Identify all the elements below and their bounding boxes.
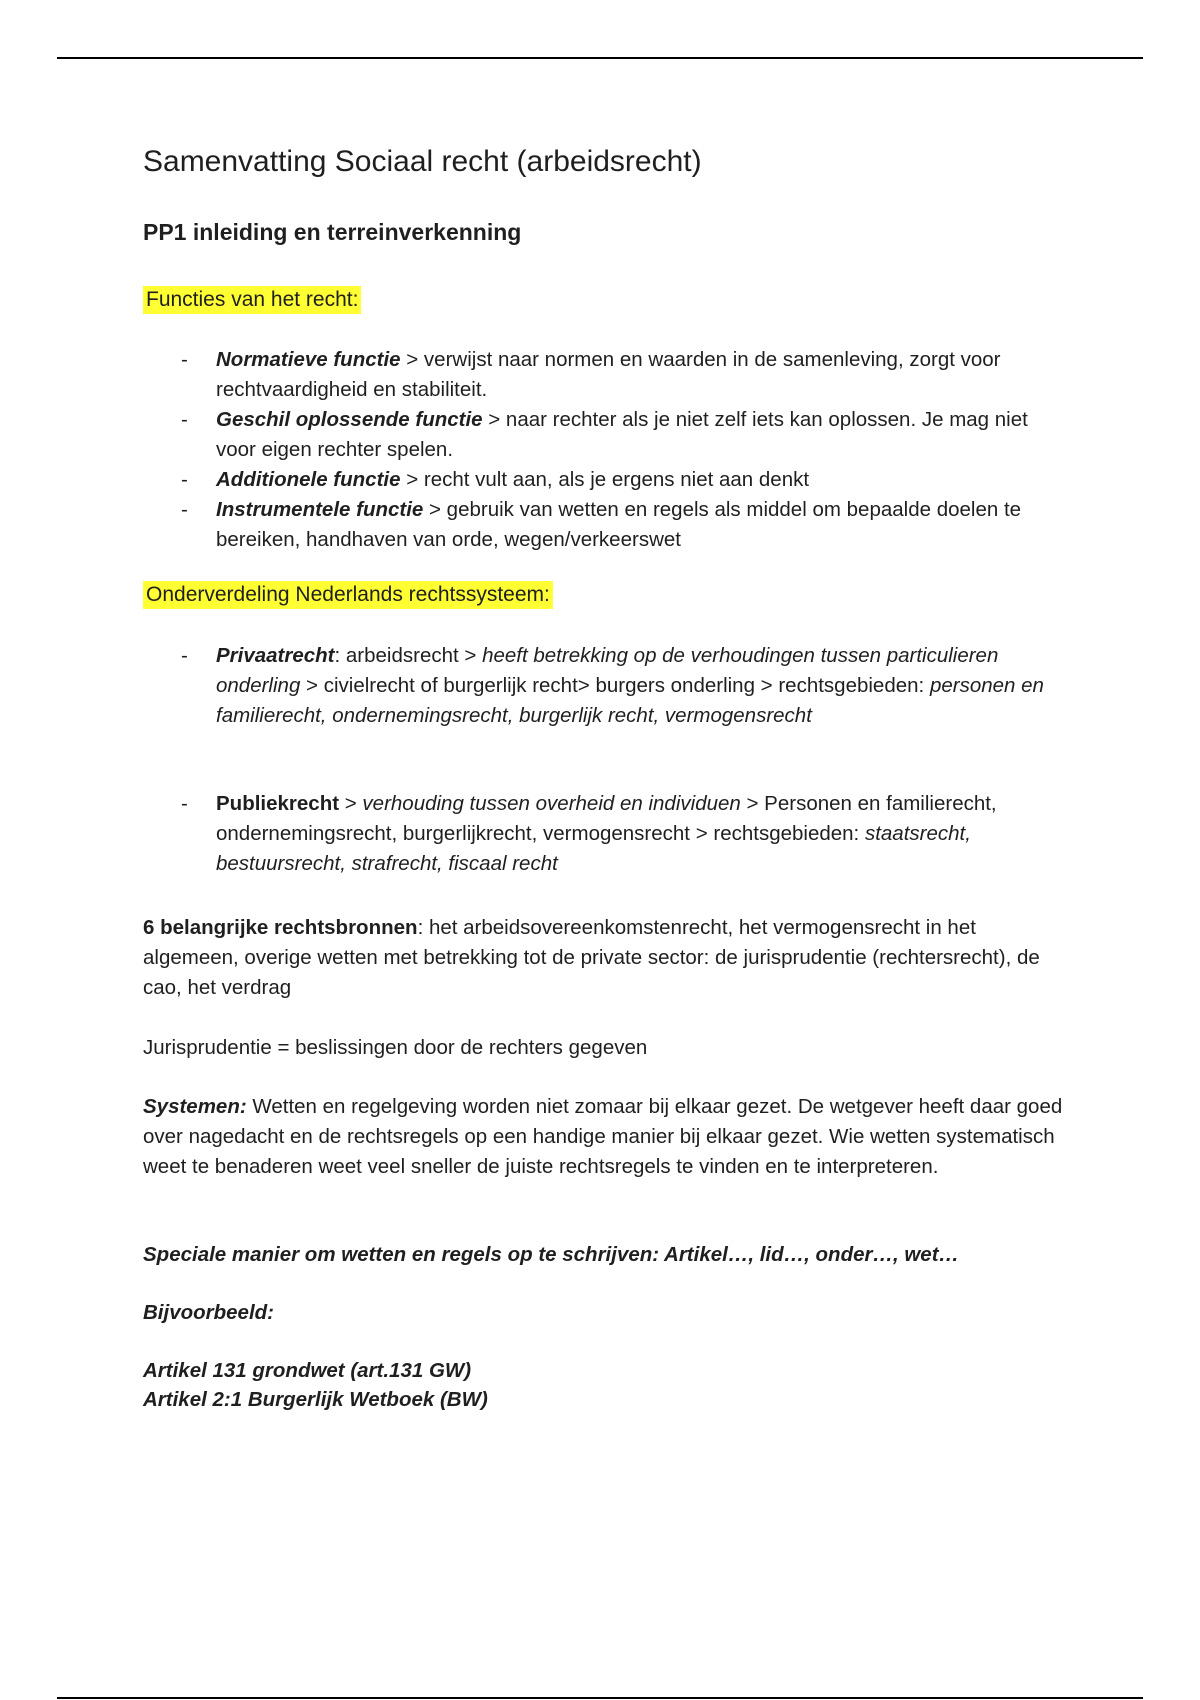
- list-item-italic: personen en familierecht, ondernemingsrecht, burgerlijk recht, vermogensrecht: [216, 674, 1044, 727]
- list-item-text: > naar rechter als je niet zelf iets kan oplossen. Je mag niet voor eigen rechter spelen.: [216, 408, 1028, 461]
- footer-rule: [57, 1697, 1143, 1699]
- paragraph-term: Systemen:: [143, 1095, 247, 1118]
- artikel-example-1: [143, 1356, 1073, 1386]
- highlight-functies: Functies van het recht:: [143, 286, 361, 314]
- speciale-manier-paragraph: [143, 1240, 1073, 1270]
- list-item-term: Privaatrecht: [216, 644, 335, 667]
- jurisprudentie-paragraph: Jurisprudentie = beslissingen door de rechters gegeven: [143, 1036, 648, 1059]
- list-item-italic: heeft betrekking op de verhoudingen tussen particulieren onderling: [216, 644, 999, 697]
- list-item-italic: staatsrecht, bestuursrecht, strafrecht, fiscaal recht: [216, 822, 971, 875]
- rechtsbronnen-paragraph: [143, 913, 1073, 1003]
- section-heading: PP1 inleiding en terreinverkenning: [143, 219, 522, 245]
- list-item-term: Publiekrecht: [216, 792, 340, 815]
- list-item-term: Geschil oplossende functie: [216, 408, 483, 431]
- list-item: [143, 345, 1073, 405]
- list-item-publiekrecht: [143, 789, 1073, 879]
- bijvoorbeeld-label: [143, 1298, 1073, 1328]
- paragraph-text: Wetten en regelgeving worden niet zomaar bij elkaar gezet. De wetgever heeft daar goed over nagedacht en de rechtsregels op een handige manier bij elkaar gezet. Wie wetten systematisch weet te benaderen weet veel sneller de juiste rechtsregels te vinden en te interpreteren.: [143, 1095, 1063, 1178]
- paragraph-text: Artikel 131 grondwet (art.131 GW): [143, 1359, 472, 1382]
- list-item: [143, 495, 1073, 555]
- functies-list: [143, 345, 1073, 555]
- list-item-text: > civielrecht of burgerlijk recht> burgers onderling > rechtsgebieden:: [300, 674, 930, 697]
- paragraph-text: Speciale manier om wetten en regels op te schrijven: Artikel…, lid…, onder…, wet…: [143, 1243, 960, 1266]
- list-item-text: > Personen en familierecht, ondernemingsrecht, burgerlijkrecht, vermogensrecht > rechtsgebieden:: [216, 792, 997, 845]
- list-item-term: Additionele functie: [216, 468, 401, 491]
- list-item-text: : arbeidsrecht >: [334, 644, 483, 667]
- paragraph-text: Artikel 2:1 Burgerlijk Wetboek (BW): [143, 1388, 488, 1411]
- list-item-italic: verhouding tussen overheid en individuen: [362, 792, 741, 815]
- paragraph-text: : het arbeidsovereenkomstenrecht, het vermogensrecht in het algemeen, overige wetten met betrekking tot de private sector: de jurisprudentie (rechtersrecht), de cao, het verdrag: [143, 916, 1040, 999]
- publiekrecht-list: [143, 789, 1073, 879]
- paragraph-text: Bijvoorbeeld:: [143, 1301, 274, 1324]
- list-item-text: >: [339, 792, 363, 815]
- list-item-term: Normatieve functie: [216, 348, 401, 371]
- highlight-onderverdeling: Onderverdeling Nederlands rechtssysteem:: [143, 581, 553, 609]
- privaatrecht-list: [143, 641, 1073, 731]
- paragraph-term: 6 belangrijke rechtsbronnen: [143, 916, 418, 939]
- document-title: Samenvatting Sociaal recht (arbeidsrecht): [143, 145, 702, 178]
- header-rule: [57, 57, 1143, 59]
- list-item-privaatrecht: [143, 641, 1073, 731]
- list-item: [143, 465, 1073, 495]
- artikel-example-2: [143, 1385, 1073, 1415]
- list-item-text: > gebruik van wetten en regels als middel om bepaalde doelen te bereiken, handhaven van orde, wegen/verkeerswet: [216, 498, 1022, 551]
- list-item-text: > verwijst naar normen en waarden in de samenleving, zorgt voor rechtvaardigheid en stabiliteit.: [216, 348, 1001, 401]
- list-item-term: Instrumentele functie: [216, 498, 424, 521]
- list-item-text: > recht vult aan, als je ergens niet aan denkt: [400, 468, 810, 491]
- systemen-paragraph: [143, 1092, 1073, 1182]
- list-item: [143, 405, 1073, 465]
